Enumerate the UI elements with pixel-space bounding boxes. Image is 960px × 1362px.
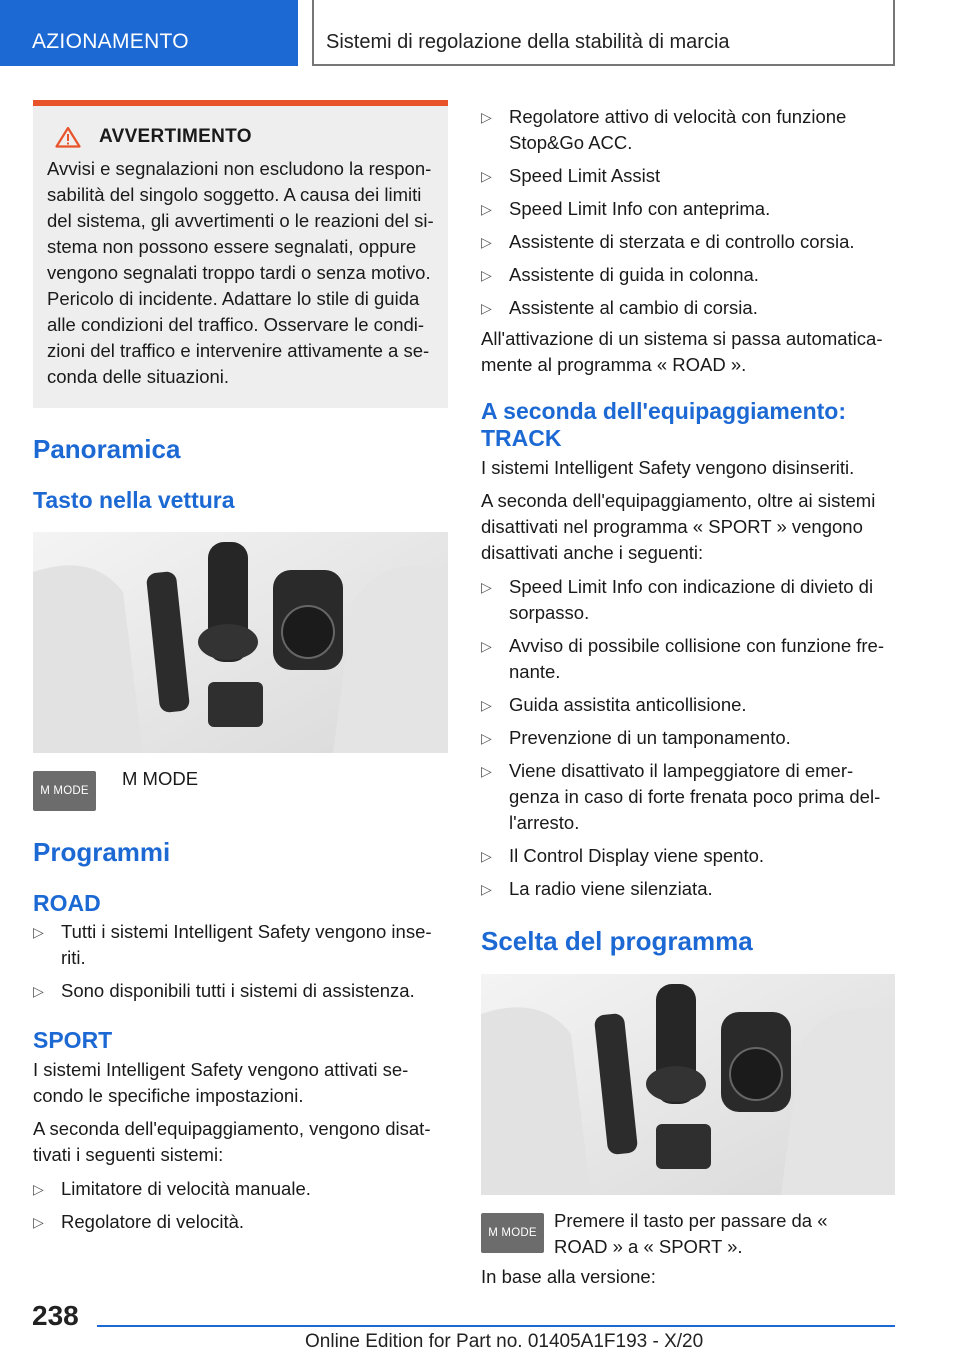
list-item: ▷ Viene disattivato il lampeggiatore di emergenza in caso di forte frenata poco prima dell'arresto. (481, 760, 881, 833)
selection-caption: Premere il tasto per passare da « ROAD » a « SPORT ». (554, 1210, 828, 1257)
bullet-triangle-icon: ▷ (481, 267, 492, 283)
edition-text: Online Edition for Part no. 01405A1F193 - X/20 (305, 1331, 704, 1352)
list-item: ▷ Limitatore di velocità manuale. (33, 1176, 448, 1202)
list-item: ▷ Speed Limit Info con indicazione di divieto di sorpasso. (481, 576, 874, 623)
list-item: ▷ Tutti i sistemi Intelligent Safety vengono inseriti. (33, 921, 432, 968)
selection-heading: Scelta del programma (481, 926, 753, 956)
track-heading: A seconda dell'equipaggiamento: TRACK (481, 398, 847, 451)
sport-list-left (33, 1176, 448, 1235)
overview-heading: Panoramica (33, 434, 181, 464)
m-mode-caption: M MODE (122, 768, 199, 789)
chapter-header (312, 0, 895, 66)
bullet-triangle-icon: ▷ (33, 983, 44, 999)
list-item: ▷ La radio viene silenziata. (481, 876, 895, 902)
list-item: ▷ Guida assistita anticollisione. (481, 692, 895, 718)
warning-title: AVVERTIMENTO (99, 126, 252, 147)
section-title: AZIONAMENTO (32, 30, 189, 53)
list-item: ▷ Regolatore di velocità. (33, 1209, 448, 1235)
bullet-triangle-icon: ▷ (481, 234, 492, 250)
footer-divider (97, 1325, 895, 1327)
m-mode-button-icon: M MODE (481, 1213, 544, 1253)
bullet-triangle-icon: ▷ (481, 168, 492, 184)
right-column (481, 104, 895, 1290)
sport-para-2: A seconda dell'equipaggiamento, vengono disattivati i seguenti sistemi: (33, 1118, 431, 1165)
section-tab (0, 0, 298, 66)
list-item: ▷ Assistente di sterzata e di controllo corsia. (481, 229, 895, 255)
bullet-triangle-icon: ▷ (481, 201, 492, 217)
chapter-title: Sistemi di regolazione della stabilità di marcia (326, 31, 730, 53)
warning-box (33, 100, 448, 408)
track-list (481, 574, 895, 902)
bullet-triangle-icon: ▷ (481, 763, 492, 779)
mode-button-row (33, 768, 448, 811)
left-column (33, 100, 448, 1235)
list-item: ▷ Speed Limit Info con anteprima. (481, 196, 895, 222)
bullet-triangle-icon: ▷ (481, 109, 492, 125)
track-para-1: I sistemi Intelligent Safety vengono disinseriti. (481, 457, 855, 478)
road-list (33, 919, 448, 1004)
center-console-image (481, 974, 895, 1195)
center-console-image (33, 532, 448, 753)
bullet-triangle-icon: ▷ (481, 638, 492, 654)
bullet-triangle-icon: ▷ (33, 1214, 44, 1230)
bullet-triangle-icon: ▷ (481, 881, 492, 897)
m-mode-button-icon: M MODE (33, 771, 96, 811)
track-para-2: A seconda dell'equipaggiamento, oltre ai sistemi disattivati nel programma « SPORT » vengono disattivati anche i seguenti: (481, 490, 876, 563)
list-item: ▷ Assistente di guida in colonna. (481, 262, 895, 288)
bullet-triangle-icon: ▷ (481, 300, 492, 316)
list-item: ▷ Assistente al cambio di corsia. (481, 295, 895, 321)
list-item: ▷ Prevenzione di un tamponamento. (481, 725, 895, 751)
console-photo-2 (481, 974, 895, 1195)
bullet-triangle-icon: ▷ (481, 730, 492, 746)
sport-para-3: All'attivazione di un sistema si passa automaticamente al programma « ROAD ». (481, 328, 883, 375)
bullet-triangle-icon: ▷ (481, 579, 492, 595)
programs-heading: Programmi (33, 837, 171, 867)
mode-button-row (481, 1210, 895, 1260)
bullet-triangle-icon: ▷ (481, 697, 492, 713)
overview-subheading: Tasto nella vettura (33, 487, 235, 513)
selection-para: In base alla versione: (481, 1266, 656, 1287)
list-item: ▷ Speed Limit Assist (481, 163, 895, 189)
list-item: ▷ Il Control Display viene spento. (481, 843, 895, 869)
list-item: ▷ Regolatore attivo di velocità con funzione Stop&Go ACC. (481, 106, 847, 153)
bullet-triangle-icon: ▷ (33, 924, 44, 940)
bullet-triangle-icon: ▷ (33, 1181, 44, 1197)
sport-para-1: I sistemi Intelligent Safety vengono attivati secondo le specifiche impostazioni. (33, 1059, 409, 1106)
sport-heading: SPORT (33, 1027, 113, 1053)
road-heading: ROAD (33, 890, 101, 916)
bullet-triangle-icon: ▷ (481, 848, 492, 864)
sport-list-right (481, 104, 895, 321)
console-photo-1 (33, 532, 448, 753)
list-item: ▷ Avviso di possibile collisione con funzione frenante. (481, 635, 885, 682)
warning-text: Avvisi e segnalazioni non escludono la responsabilità del singolo soggetto. A causa dei limiti del sistema, gli avvertimenti o le reazioni del sistema non possono essere segnalati, oppure vengono segnalati troppo tardi o senza motivo. Pericolo di incidente. Adattare lo stile di guida alle condizioni del traffico. Osservare le condizioni del traffico e intervenire attivamente a seconda delle situazioni. (47, 158, 434, 387)
page-number: 238 (32, 1300, 79, 1331)
list-item: ▷ Sono disponibili tutti i sistemi di assistenza. (33, 978, 448, 1004)
warning-triangle-icon (55, 126, 81, 148)
warning-header (55, 126, 436, 148)
